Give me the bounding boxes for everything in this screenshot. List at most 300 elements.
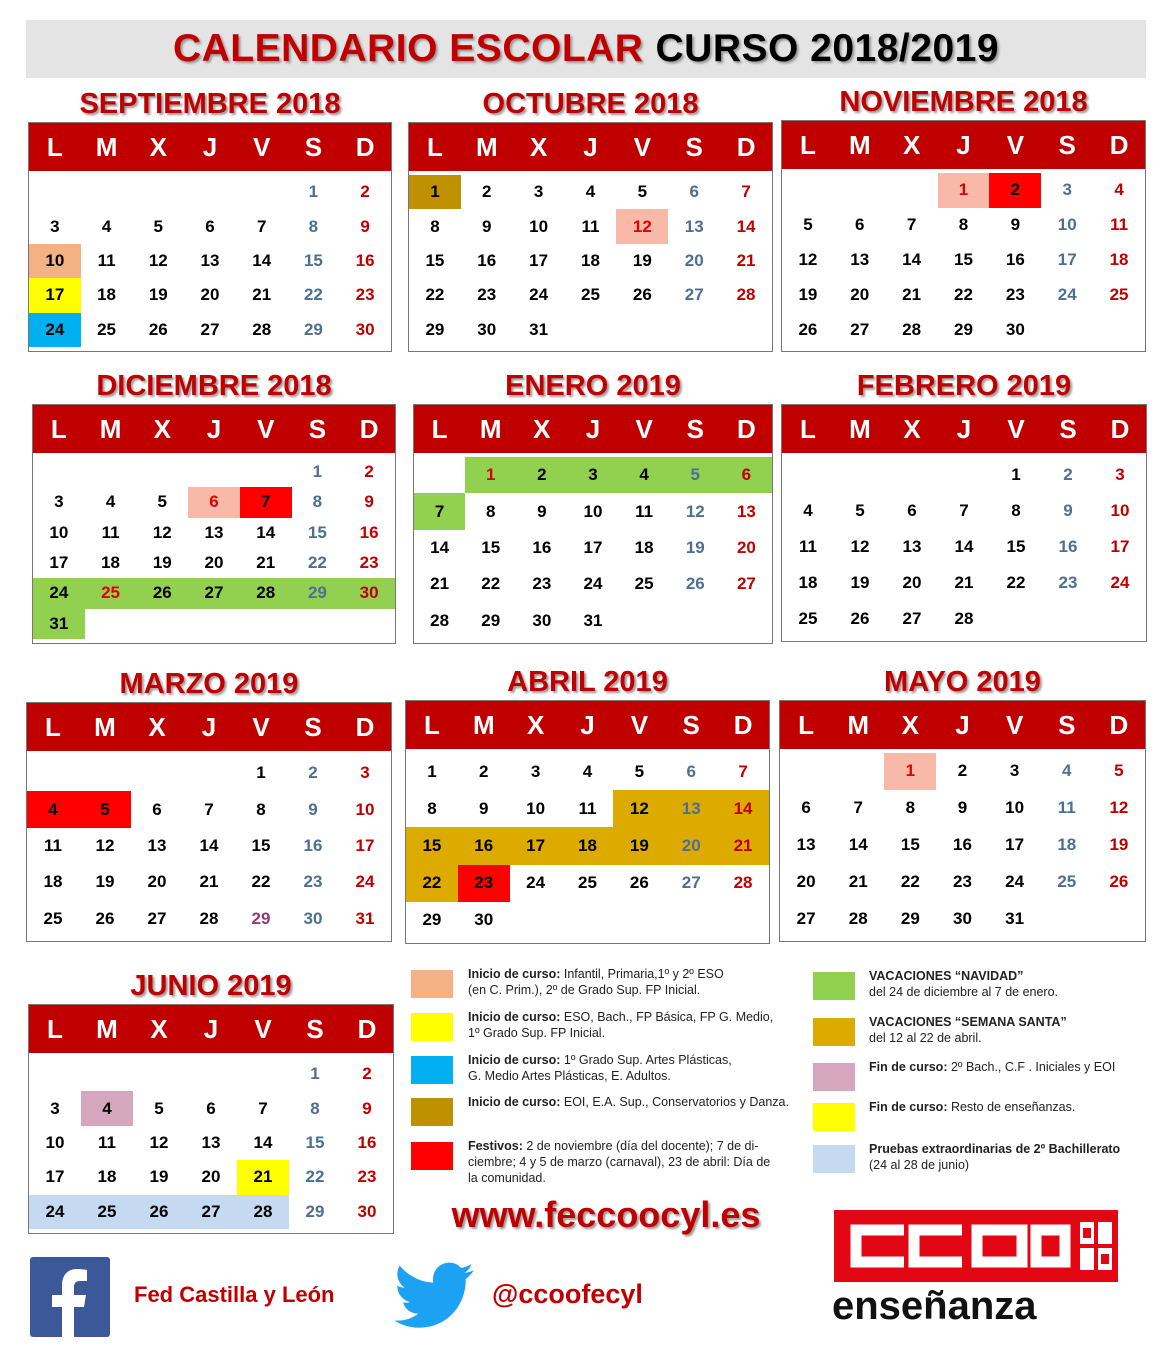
calendar-day: 22 <box>303 285 323 305</box>
month-grid <box>408 122 773 352</box>
calendar-day: 12 <box>149 1132 169 1152</box>
calendar-day: 17 <box>49 553 69 573</box>
calendar-day: 16 <box>1005 249 1025 269</box>
calendar-day: 26 <box>632 285 652 305</box>
calendar-day: 19 <box>613 827 665 864</box>
weekday-label: D <box>1109 710 1129 740</box>
calendar-day: 8 <box>905 798 916 818</box>
calendar-day: 21 <box>954 573 974 592</box>
weekday-label: D <box>736 132 756 162</box>
calendar-day: 11 <box>578 798 597 818</box>
calendar-day: 23 <box>532 574 552 594</box>
month-8 <box>779 662 1146 942</box>
calendar-day: 28 <box>733 873 753 893</box>
calendar-day: 21 <box>237 1160 289 1194</box>
calendar-day: 10 <box>29 244 81 278</box>
month-grid <box>28 1004 394 1234</box>
calendar-day: 4 <box>1062 761 1072 781</box>
calendar-day: 20 <box>200 285 220 305</box>
legend-text <box>468 966 798 998</box>
calendar-day: 3 <box>50 1098 60 1118</box>
calendar-day: 18 <box>634 537 654 557</box>
calendar-day: 24 <box>1005 871 1025 891</box>
month-5 <box>781 366 1147 642</box>
weekday-label: X <box>533 414 551 444</box>
weekday-label: M <box>847 710 870 740</box>
ccoo-logo <box>834 1210 1118 1282</box>
calendar-day: 12 <box>616 209 668 243</box>
calendar-day: 14 <box>253 1132 273 1152</box>
calendar-day: 1 <box>427 761 437 781</box>
weekday-header <box>29 123 391 171</box>
legend-text <box>468 1138 798 1186</box>
legend-text <box>869 968 1169 1000</box>
calendar-day: 1 <box>1011 465 1021 484</box>
calendar-day: 1 <box>409 175 461 209</box>
calendar-day: 17 <box>355 835 375 855</box>
month-grid <box>32 404 396 644</box>
website-link[interactable]: www.feccoocyl.es <box>451 1194 761 1235</box>
weekday-label: X <box>153 414 171 444</box>
facebook-label[interactable]: Fed Castilla y León <box>134 1282 335 1307</box>
weekday-label: M <box>95 132 118 162</box>
calendar-day: 4 <box>27 791 79 827</box>
calendar-day: 29 <box>425 319 445 339</box>
calendar-day: 5 <box>154 1098 164 1118</box>
weekday-label: D <box>1110 414 1130 444</box>
weekday-label: M <box>479 414 502 444</box>
logo-subtitle: enseñanza <box>832 1284 1037 1328</box>
weekday-label: J <box>955 710 970 740</box>
calendar-day: 3 <box>567 457 618 493</box>
calendar-day: 20 <box>201 1167 221 1187</box>
calendar-day: 28 <box>240 578 292 608</box>
weekday-header <box>27 703 391 751</box>
calendar-day: 15 <box>900 834 920 854</box>
weekday-label: M <box>848 130 871 160</box>
calendar-day: 9 <box>537 501 547 521</box>
calendar-day: 29 <box>292 578 344 608</box>
calendar-day: 28 <box>237 1195 289 1229</box>
weekday-label: V <box>252 712 270 742</box>
calendar-day: 25 <box>85 578 137 608</box>
calendar-day: 29 <box>303 319 323 339</box>
calendar-day: 26 <box>148 319 168 339</box>
legend-desc-line2: G. Medio Artes Plásticas, E. Adultos. <box>468 1069 671 1083</box>
calendar-day: 2 <box>308 763 318 783</box>
calendar-day: 27 <box>681 873 701 893</box>
calendar-day: 13 <box>147 835 167 855</box>
calendar-day: 31 <box>33 609 85 639</box>
calendar-day: 15 <box>406 827 458 864</box>
calendar-day: 22 <box>305 1167 325 1187</box>
calendar-day: 16 <box>477 250 497 270</box>
calendar-day: 19 <box>850 573 870 592</box>
calendar-day: 13 <box>850 249 870 269</box>
weekday-label: S <box>304 712 322 742</box>
calendar-day: 30 <box>953 908 972 928</box>
calendar-day: 18 <box>581 250 600 270</box>
weekday-label: X <box>526 710 545 740</box>
weekday-label: V <box>257 414 275 444</box>
calendar-day: 22 <box>481 574 501 594</box>
calendar-day: 6 <box>801 798 811 818</box>
calendar-day: 23 <box>1005 284 1025 304</box>
legend-swatch <box>813 1063 855 1091</box>
calendar-day: 7 <box>256 216 267 236</box>
calendar-day: 25 <box>1057 871 1077 891</box>
legend-desc: 2 de noviembre (día del docente); 7 de di- <box>522 1139 759 1153</box>
weekday-label: V <box>630 710 649 740</box>
legend-desc: ESO, Bach., FP Básica, FP G. Medio, <box>560 1010 774 1024</box>
calendar-day: 4 <box>1114 180 1124 200</box>
calendar-day: 30 <box>355 319 375 339</box>
weekday-label: M <box>94 712 116 742</box>
calendar-day: 27 <box>796 908 816 928</box>
weekday-label: S <box>686 414 704 444</box>
legend-desc-line2: del 24 de diciembre al 7 de enero. <box>869 985 1059 999</box>
weekday-label: D <box>1109 130 1129 160</box>
weekday-label: D <box>737 414 756 444</box>
legend-bold: Inicio de curso: <box>468 967 561 981</box>
weekday-label: M <box>96 1014 118 1044</box>
weekday-label: S <box>1058 710 1076 740</box>
calendar-day: 20 <box>850 284 870 304</box>
calendar-day: 26 <box>95 908 115 928</box>
calendar-day: 21 <box>902 284 922 304</box>
calendar-day: 20 <box>736 537 756 557</box>
legend-swatch <box>411 1142 453 1170</box>
calendar-day: 26 <box>1109 871 1129 891</box>
calendar-day: 1 <box>256 763 266 783</box>
calendar-day: 8 <box>256 799 266 819</box>
weekday-label: V <box>253 132 271 162</box>
calendar-day: 26 <box>629 873 649 893</box>
twitter-bird-icon[interactable] <box>390 1255 480 1335</box>
month-grid <box>413 404 773 644</box>
calendar-day: 10 <box>355 799 375 819</box>
calendar-day: 5 <box>670 457 721 493</box>
calendar-day: 6 <box>205 216 215 236</box>
calendar-day: 19 <box>632 250 652 270</box>
calendar-day: 14 <box>848 834 868 854</box>
calendar-day: 25 <box>578 873 597 893</box>
calendar-day: 1 <box>465 457 516 493</box>
calendar-day: 9 <box>362 1098 372 1118</box>
month-grid <box>781 404 1147 642</box>
legend-text <box>869 1014 1169 1046</box>
weekday-label: X <box>149 132 167 162</box>
calendar-day: 7 <box>204 799 214 819</box>
weekday-label: L <box>47 1014 63 1044</box>
calendar-day: 18 <box>1057 834 1077 854</box>
calendar-day: 18 <box>101 553 121 573</box>
calendar-day: 1 <box>310 1064 320 1084</box>
calendar-day: 28 <box>736 285 756 305</box>
weekday-label: D <box>359 414 379 444</box>
legend-text <box>869 1141 1169 1173</box>
calendar-day: 1 <box>938 173 990 208</box>
calendar-day: 24 <box>33 578 85 608</box>
calendar-day: 16 <box>303 835 323 855</box>
calendar-day: 17 <box>510 827 562 864</box>
facebook-icon[interactable] <box>30 1257 110 1337</box>
calendar-day: 14 <box>199 835 219 855</box>
calendar-day: 24 <box>583 574 603 594</box>
weekday-label: V <box>1006 130 1025 160</box>
weekday-label: L <box>431 414 448 444</box>
calendar-day: 25 <box>798 609 818 628</box>
calendar-day: 10 <box>583 501 603 521</box>
weekday-header <box>29 1005 393 1053</box>
calendar-day: 15 <box>954 249 973 269</box>
twitter-handle[interactable]: @ccoofecyl <box>492 1279 643 1309</box>
calendar-day: 5 <box>637 182 648 202</box>
calendar-day: 2 <box>482 182 492 202</box>
calendar-day: 7 <box>906 215 917 235</box>
calendar-day: 22 <box>425 285 445 305</box>
calendar-day: 27 <box>902 609 922 628</box>
weekday-label: L <box>46 132 63 162</box>
calendar-day: 24 <box>529 285 549 305</box>
weekday-label: S <box>306 1014 324 1044</box>
calendar-day: 15 <box>305 1132 325 1152</box>
calendar-day: 7 <box>240 487 292 517</box>
calendar-day: 2 <box>1063 465 1073 484</box>
calendar-day: 8 <box>308 216 319 236</box>
calendar-day: 8 <box>310 1098 320 1118</box>
calendar-day: 17 <box>1057 249 1077 269</box>
calendar-day: 6 <box>855 215 865 235</box>
calendar-day: 12 <box>95 835 115 855</box>
calendar-day: 22 <box>406 865 458 902</box>
calendar-day: 29 <box>954 319 973 339</box>
calendar-day: 5 <box>1114 761 1124 781</box>
calendar-day: 26 <box>133 1195 185 1229</box>
calendar-day: 11 <box>101 522 120 542</box>
legend-desc: 1º Grado Sup. Artes Plásticas, <box>560 1053 732 1067</box>
calendar-day: 23 <box>953 871 972 891</box>
weekday-label: J <box>585 414 601 444</box>
legend-desc-line3: la comunidad. <box>468 1171 546 1185</box>
calendar-day: 22 <box>307 553 327 573</box>
weekday-label: J <box>956 130 971 160</box>
calendar-day: 9 <box>479 798 489 818</box>
calendar-day: 13 <box>665 790 717 827</box>
calendar-day: 11 <box>1110 215 1129 235</box>
calendar-day: 27 <box>850 319 870 339</box>
weekday-label: L <box>45 712 61 742</box>
calendar-day: 19 <box>1109 834 1129 854</box>
calendar-day: 30 <box>477 319 497 339</box>
calendar-day: 21 <box>199 872 219 892</box>
calendar-day: 21 <box>848 871 868 891</box>
calendar-day: 10 <box>45 1132 65 1152</box>
calendar-day: 14 <box>430 537 450 557</box>
legend-swatch <box>813 1103 855 1131</box>
calendar-day: 29 <box>251 908 271 928</box>
weekday-label: V <box>635 414 653 444</box>
calendar-day: 16 <box>357 1132 377 1152</box>
calendar-day: 26 <box>685 574 705 594</box>
calendar-day: 13 <box>201 1132 221 1152</box>
weekday-label: S <box>308 414 327 444</box>
calendar-day: 18 <box>798 573 818 592</box>
calendar-day: 28 <box>199 908 219 928</box>
calendar-day: 23 <box>303 872 323 892</box>
calendar-day: 14 <box>954 537 974 556</box>
legend-desc: 2º Bach., C.F . Iniciales y EOI <box>947 1060 1116 1074</box>
weekday-label: D <box>357 1014 377 1044</box>
legend-swatch <box>411 1056 453 1084</box>
calendar-day: 21 <box>252 285 272 305</box>
calendar-day: 7 <box>738 761 748 781</box>
calendar-day: 19 <box>95 872 115 892</box>
calendar-day: 12 <box>685 501 705 521</box>
calendar-day: 2 <box>957 761 968 781</box>
weekday-header <box>782 405 1146 453</box>
calendar-day: 24 <box>355 872 375 892</box>
calendar-day: 19 <box>152 553 172 573</box>
calendar-day: 13 <box>902 537 922 556</box>
calendar-day: 24 <box>1110 573 1130 592</box>
calendar-day: 23 <box>355 285 375 305</box>
calendar-day: 8 <box>312 492 323 512</box>
legend-desc: Resto de enseñanzas. <box>947 1100 1076 1114</box>
weekday-label: X <box>529 132 548 162</box>
weekday-label: L <box>799 130 816 160</box>
calendar-day: 27 <box>147 908 167 928</box>
calendar-day: 2 <box>479 761 489 781</box>
legend-desc-line2: (24 al 28 de junio) <box>869 1158 970 1172</box>
legend-desc-line2: 1º Grado Sup. FP Inicial. <box>468 1026 606 1040</box>
calendar-day: 5 <box>634 761 645 781</box>
month-title: JUNIO 2019 <box>130 970 292 1002</box>
calendar-day: 7 <box>741 182 751 202</box>
legend-bold: Inicio de curso: <box>468 1053 561 1067</box>
calendar-day: 17 <box>1110 537 1130 556</box>
legend-desc-line2: (en C. Prim.), 2º de Grado Sup. FP Inicial. <box>468 983 701 997</box>
calendar-day: 28 <box>430 610 450 630</box>
legend-swatch <box>411 1098 453 1126</box>
weekday-label: J <box>201 712 217 742</box>
calendar-day: 10 <box>1057 215 1077 235</box>
calendar-day: 15 <box>251 835 271 855</box>
calendar-day: 13 <box>796 834 816 854</box>
calendar-day: 12 <box>798 249 818 269</box>
calendar-day: 17 <box>1005 834 1025 854</box>
calendar-day: 10 <box>1005 798 1025 818</box>
calendar-day: 26 <box>850 609 870 628</box>
calendar-day: 13 <box>684 216 704 236</box>
month-title: ABRIL 2019 <box>507 666 668 698</box>
calendar-day: 9 <box>360 216 370 236</box>
calendar-day: 21 <box>430 574 450 594</box>
month-4 <box>413 366 773 644</box>
weekday-label: V <box>1007 414 1025 444</box>
calendar-day: 4 <box>803 501 813 520</box>
calendar-day: 25 <box>634 574 654 594</box>
weekday-label: X <box>901 710 920 740</box>
weekday-label: X <box>148 712 166 742</box>
title-black-text: CURSO 2018/2019 <box>655 27 1000 70</box>
calendar-day: 16 <box>532 537 552 557</box>
calendar-day: 27 <box>684 285 704 305</box>
calendar-day: 10 <box>526 798 546 818</box>
calendar-day: 8 <box>1011 501 1021 520</box>
weekday-header <box>33 405 395 453</box>
legend-desc-line2: ciembre; 4 y 5 de marzo (carnaval), 23 de abril: Día de <box>468 1155 771 1169</box>
calendar-day: 6 <box>206 1098 216 1118</box>
calendar-day: 11 <box>97 250 116 270</box>
weekday-label: V <box>254 1014 272 1044</box>
calendar-day: 28 <box>954 609 974 628</box>
month-grid <box>779 700 1146 942</box>
calendar-day: 14 <box>252 250 272 270</box>
calendar-day: 1 <box>308 182 319 202</box>
month-7 <box>405 662 770 944</box>
calendar-day: 30 <box>532 610 552 630</box>
calendar-day: 31 <box>355 908 375 928</box>
calendar-day: 8 <box>958 215 969 235</box>
calendar-day: 13 <box>204 522 224 542</box>
calendar-day: 9 <box>1063 501 1073 520</box>
calendar-day: 6 <box>188 487 240 517</box>
calendar-day: 28 <box>252 319 272 339</box>
legend-desc: Infantil, Primaria,1º y 2º ESO <box>560 967 724 981</box>
month-title: NOVIEMBRE 2018 <box>839 86 1088 118</box>
calendar-day: 30 <box>303 908 323 928</box>
calendar-day: 16 <box>355 250 375 270</box>
weekday-label: L <box>800 414 816 444</box>
calendar-day: 26 <box>798 319 818 339</box>
weekday-header <box>406 701 769 749</box>
calendar-day: 31 <box>583 610 603 630</box>
calendar-day: 4 <box>619 457 670 493</box>
calendar-day: 11 <box>799 537 817 556</box>
month-title: FEBRERO 2019 <box>856 370 1072 402</box>
calendar-day: 8 <box>485 501 496 521</box>
calendar-day: 7 <box>853 798 863 818</box>
legend-desc: EOI, E.A. Sup., Conservatorios y Danza. <box>560 1095 789 1109</box>
calendar-day: 15 <box>307 522 327 542</box>
legend-text <box>869 1059 1169 1075</box>
weekday-label: M <box>849 414 871 444</box>
calendar-day: 9 <box>308 799 318 819</box>
calendar-day: 14 <box>256 522 276 542</box>
calendar-day: 5 <box>153 216 163 236</box>
calendar-day: 19 <box>685 537 705 557</box>
calendar-day: 1 <box>884 753 936 790</box>
calendar-day: 30 <box>1005 319 1025 339</box>
calendar-day: 22 <box>251 872 271 892</box>
title-red-text: CALENDARIO ESCOLAR <box>172 27 644 70</box>
calendar-day: 4 <box>81 1091 133 1125</box>
calendar-day: 16 <box>1058 537 1078 556</box>
calendar-day: 5 <box>803 215 813 235</box>
calendar-day: 22 <box>1006 573 1026 592</box>
weekday-label: J <box>206 414 222 444</box>
calendar-day: 23 <box>1058 573 1078 592</box>
weekday-label: D <box>355 132 375 162</box>
weekday-label: S <box>1058 130 1076 160</box>
calendar-day: 27 <box>188 578 240 608</box>
calendar-day: 17 <box>29 278 81 312</box>
calendar-day: 25 <box>1109 284 1129 304</box>
calendar-day: 2 <box>516 457 567 493</box>
calendar-day: 29 <box>481 610 501 630</box>
calendar-day: 24 <box>29 313 81 347</box>
